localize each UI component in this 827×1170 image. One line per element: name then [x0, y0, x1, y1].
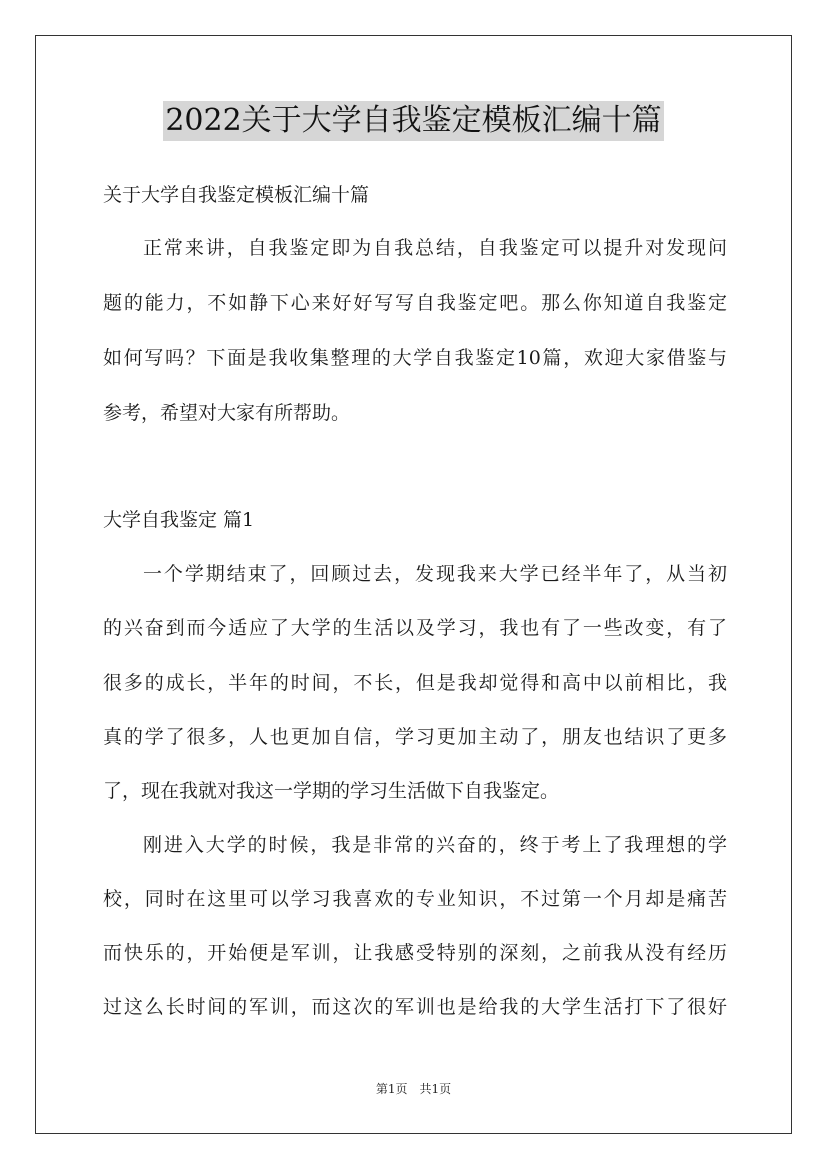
- section-heading: 大学自我鉴定 篇1: [103, 509, 255, 531]
- paragraph-line: 校，同时在这里可以学习我喜欢的专业知识，不过第一个月却是痛苦: [103, 888, 727, 910]
- paragraph-line: 了，现在我就对我这一学期的学习生活做下自我鉴定。: [103, 780, 560, 802]
- page-footer: 第1页 共1页: [375, 1082, 452, 1096]
- paragraph-line: 很多的成长，半年的时间，不长，但是我却觉得和高中以前相比，我: [103, 672, 727, 694]
- paragraph-line: 真的学了很多，人也更加自信，学习更加主动了，朋友也结识了更多: [103, 726, 727, 748]
- paragraph-line: 而快乐的，开始便是军训，让我感受特别的深刻，之前我从没有经历: [103, 942, 727, 964]
- paragraph-line: 过这么长时间的军训，而这次的军训也是给我的大学生活打下了很好: [103, 996, 727, 1018]
- paragraph-line: 一个学期结束了，回顾过去，发现我来大学已经半年了，从当初: [143, 563, 727, 585]
- intro-line: 参考，希望对大家有所帮助。: [103, 402, 351, 424]
- subtitle: 关于大学自我鉴定模板汇编十篇: [103, 184, 370, 206]
- paragraph-line: 的兴奋到而今适应了大学的生活以及学习，我也有了一些改变，有了: [103, 617, 727, 639]
- intro-line: 题的能力，不如静下心来好好写写自我鉴定吧。那么你知道自我鉴定: [103, 292, 727, 314]
- intro-line: 如何写吗？下面是我收集整理的大学自我鉴定10篇，欢迎大家借鉴与: [103, 347, 727, 369]
- paragraph-line: 刚进入大学的时候，我是非常的兴奋的，终于考上了我理想的学: [143, 834, 727, 856]
- title-container: [0, 101, 827, 141]
- document-title: 2022关于大学自我鉴定模板汇编十篇: [163, 101, 663, 141]
- intro-line: 正常来讲，自我鉴定即为自我总结，自我鉴定可以提升对发现问: [143, 237, 727, 259]
